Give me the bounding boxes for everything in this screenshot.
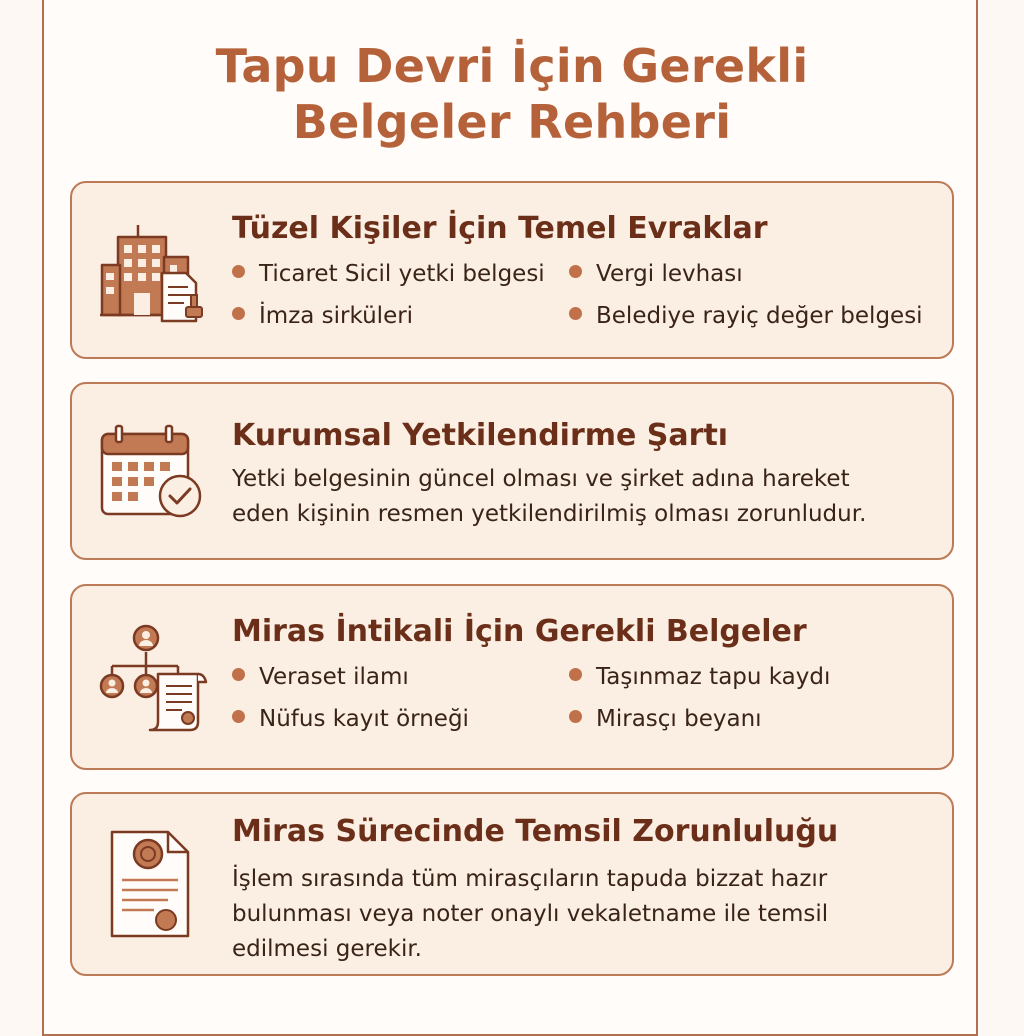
card-text xyxy=(232,462,932,532)
card-inheritance-documents xyxy=(70,584,954,770)
list-item: Ticaret Sicil yetki belgesi xyxy=(232,261,545,287)
list-item: Belediye rayiç değer belgesi xyxy=(569,303,923,329)
card-text-line: Yetki belgesinin güncel olması ve şirket adına hareket xyxy=(232,466,850,492)
list-item: Mirasçı beyanı xyxy=(569,706,762,732)
list-item: Nüfus kayıt örneği xyxy=(232,706,469,732)
card-text-line: edilmesi gerekir. xyxy=(232,936,422,962)
page-title xyxy=(0,38,1024,150)
calendar-check-icon xyxy=(98,424,208,528)
bullet-dot xyxy=(232,668,245,681)
list-item: Taşınmaz tapu kaydı xyxy=(569,664,830,690)
page-title-line-1: Tapu Devri İçin Gerekli xyxy=(215,39,809,93)
card-representation-requirement xyxy=(70,792,954,976)
card-heading: Tüzel Kişiler İçin Temel Evraklar xyxy=(232,211,768,246)
bullet-dot xyxy=(569,307,582,320)
card-text-line: bulunması veya noter onaylı vekaletname ile temsil xyxy=(232,901,829,927)
bullet-dot xyxy=(569,668,582,681)
card-text-line: İşlem sırasında tüm mirasçıların tapuda bizzat hazır xyxy=(232,866,828,892)
bullet-dot xyxy=(569,710,582,723)
sealed-document-icon xyxy=(108,828,194,946)
list-item: Veraset ilamı xyxy=(232,664,409,690)
bullet-dot xyxy=(232,710,245,723)
card-corporate-authorization xyxy=(70,382,954,560)
office-building-icon xyxy=(98,221,210,327)
bullet-dot xyxy=(569,265,582,278)
page-title-line-2: Belgeler Rehberi xyxy=(292,95,732,149)
family-tree-document-icon xyxy=(98,624,210,738)
list-item: İmza sirküleri xyxy=(232,303,413,329)
list-item: Vergi levhası xyxy=(569,261,743,287)
card-legal-entities xyxy=(70,181,954,359)
bullet-dot xyxy=(232,265,245,278)
card-heading: Miras İntikali İçin Gerekli Belgeler xyxy=(232,614,807,649)
card-heading: Kurumsal Yetkilendirme Şartı xyxy=(232,418,729,453)
bullet-dot xyxy=(232,307,245,320)
card-text xyxy=(232,862,932,967)
card-text-line: eden kişinin resmen yetkilendirilmiş olması zorunludur. xyxy=(232,501,867,527)
card-heading: Miras Sürecinde Temsil Zorunluluğu xyxy=(232,814,839,849)
